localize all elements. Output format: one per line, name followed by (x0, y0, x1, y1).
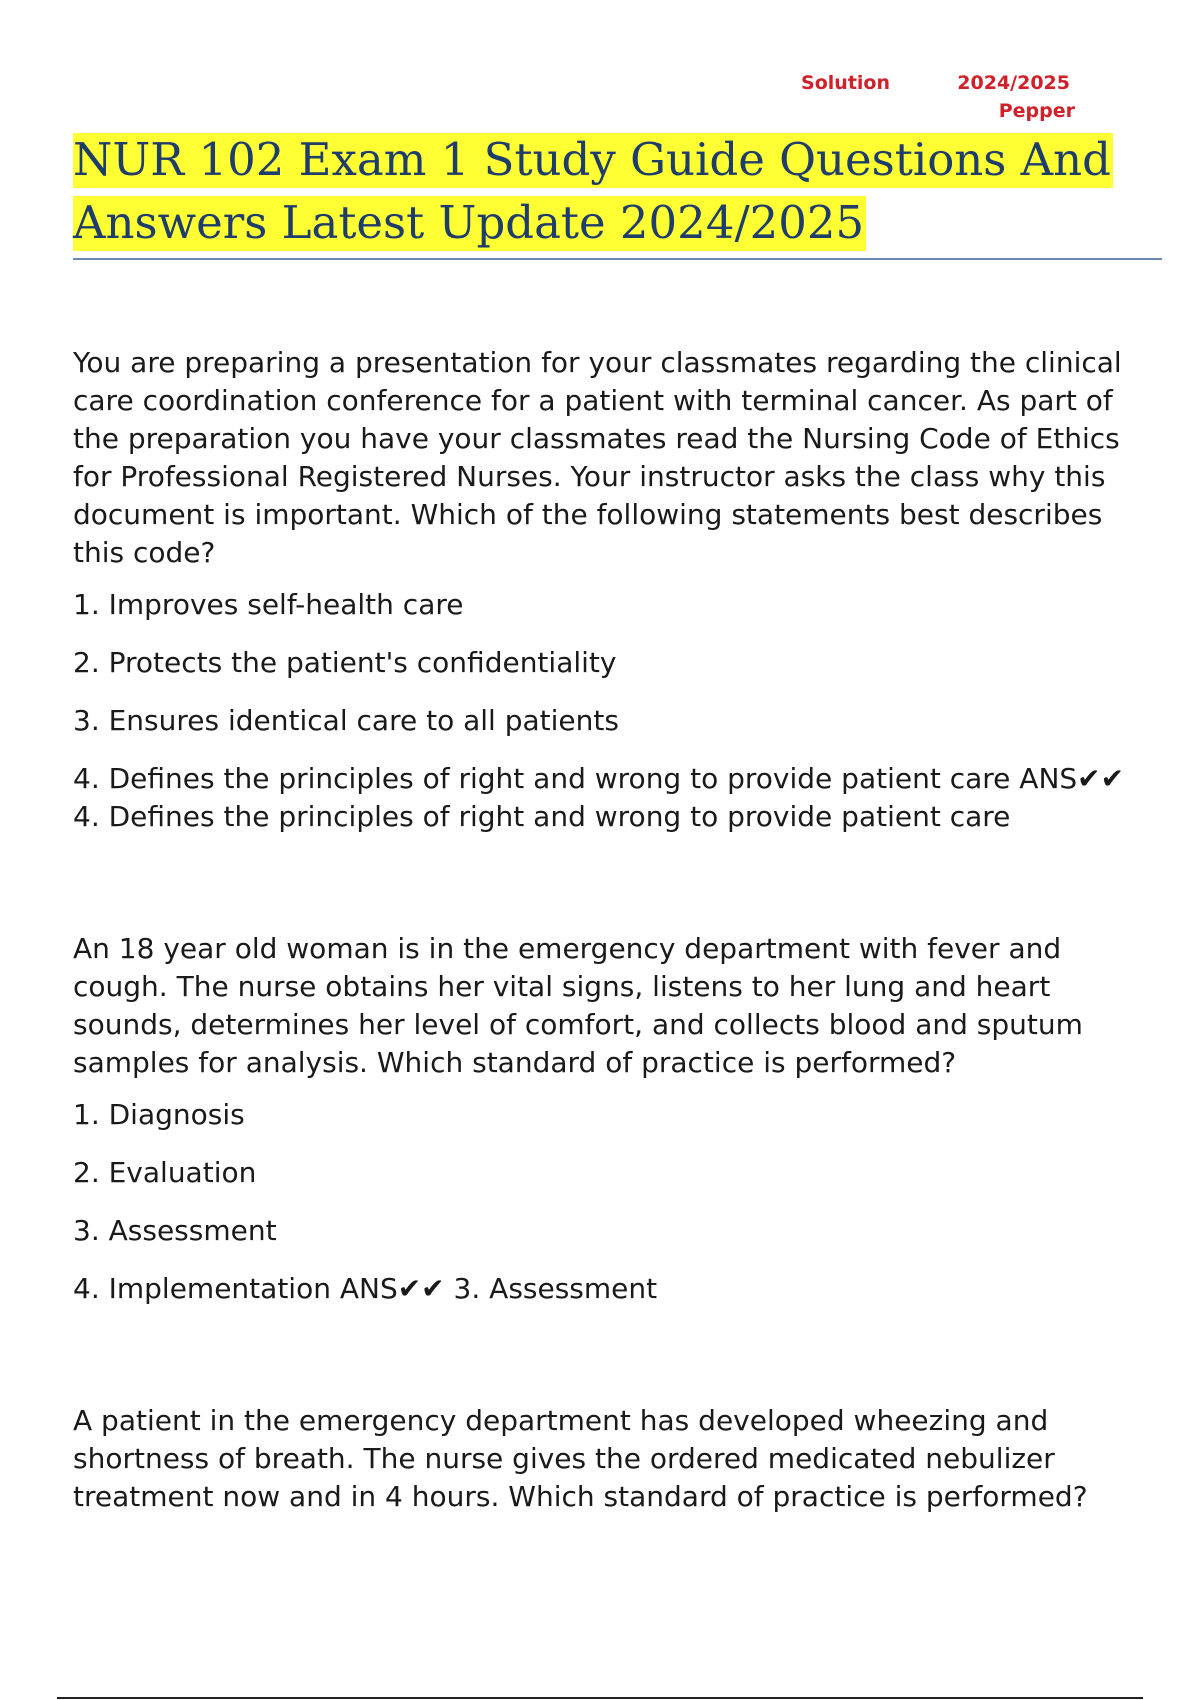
question-text: You are preparing a presentation for your classmates regarding the clinical care coordination conference for a patient with terminal cancer. As part of the preparation you have your classmates read the Nursing Code of Ethics for Professional Registered Nurses. Your instructor asks the class why this document is important. Which of the following statements best describes this code? (73, 346, 1122, 569)
answer-option: 1. Diagnosis (73, 1098, 245, 1131)
answer-option: 1. Improves self-health care (73, 588, 464, 621)
question-block-1 (73, 344, 1153, 836)
question-text: A patient in the emergency department has developed wheezing and shortness of breath. The nurse gives the ordered medicated nebulizer treatment now and in 4 hours. Which standard of practice is performed? (73, 1404, 1088, 1513)
answer-option: 2. Protects the patient's confidentiality (73, 646, 617, 679)
page-title (73, 128, 1163, 254)
title-line-2: Answers Latest Update 2024/2025 (73, 196, 865, 249)
title-divider (73, 258, 1162, 260)
footer-divider (57, 1697, 1143, 1699)
header-author: Pepper (998, 100, 1075, 122)
title-line-1: NUR 102 Exam 1 Study Guide Questions And (73, 133, 1111, 186)
question-block-3 (73, 1402, 1153, 1516)
question-text: An 18 year old woman is in the emergency department with fever and cough. The nurse obtains her vital signs, listens to her lung and heart sounds, determines her level of comfort, and collects blood and sputum samples for analysis. Which standard of practice is performed? (73, 932, 1083, 1079)
answer-option: 2. Evaluation (73, 1156, 257, 1189)
answer-option-with-answer: 4. Defines the principles of right and wrong to provide patient care ANS✔✔ 4. Defines the principles of right and wrong to provide patient care (73, 762, 1125, 833)
title-heading (73, 128, 1163, 254)
question-block-2 (73, 930, 1153, 1308)
header-year: 2024/2025 (957, 72, 1070, 94)
questions-content (73, 344, 1153, 1610)
solution-label: Solution (801, 72, 890, 94)
answer-option-with-answer: 4. Implementation ANS✔✔ 3. Assessment (73, 1272, 658, 1305)
answer-option: 3. Assessment (73, 1214, 277, 1247)
answer-option: 3. Ensures identical care to all patients (73, 704, 619, 737)
